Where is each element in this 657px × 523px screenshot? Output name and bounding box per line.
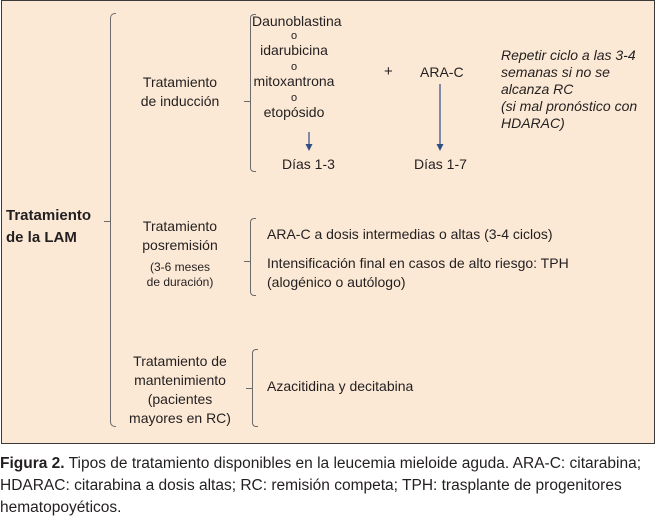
- ara-c-label: ARA-C: [420, 64, 464, 80]
- note-line4: (si mal pronóstico con: [501, 98, 638, 114]
- maint-brace-tick: [246, 388, 253, 389]
- post-sublabel-line2: de duración): [146, 275, 214, 289]
- root-brace-tick: [104, 221, 111, 222]
- note-line1: Repetir ciclo a las 3-4: [501, 47, 636, 63]
- induction-label-line2: de inducción: [140, 93, 220, 109]
- post-item-2-line1: Intensificación final en casos de alto riesgo: TPH: [267, 255, 569, 271]
- drug-or-2: o: [290, 61, 298, 73]
- post-brace: [250, 218, 256, 296]
- drug-etoposido: etopósido: [263, 104, 325, 120]
- figure-caption: [0, 453, 650, 519]
- drug-daunoblastina: Daunoblastina: [252, 13, 342, 29]
- caption-lead: Figura 2.: [0, 455, 65, 472]
- maint-label-line3: (pacientes: [147, 391, 213, 407]
- drug-idarubicina: idarubicina: [260, 42, 328, 58]
- post-label-line1: Tratamiento: [142, 218, 218, 234]
- diagram-panel: [1, 0, 655, 444]
- post-label-line2: posremisión: [142, 237, 218, 253]
- drug-or-1: o: [290, 30, 298, 42]
- arrow-left: [306, 132, 313, 151]
- maint-item: Azacitidina y decitabina: [267, 378, 414, 394]
- root-label-line1: Tratamiento: [6, 207, 92, 224]
- days-left: Días 1-3: [282, 156, 335, 172]
- root-brace: [110, 13, 116, 427]
- plus-sign: +: [384, 63, 393, 80]
- drug-or-3: o: [290, 92, 298, 104]
- maint-label-line2: mantenimiento: [134, 372, 226, 388]
- note-line3: alcanza RC: [501, 81, 574, 97]
- maint-label-line4: mayores en RC): [129, 410, 231, 426]
- arrow-right: [437, 84, 444, 151]
- induction-brace-tick: [244, 101, 251, 102]
- note-line5: HDARAC): [501, 115, 565, 131]
- drug-mitoxantrona: mitoxantrona: [253, 73, 335, 89]
- post-item-1: ARA-C a dosis intermedias o altas (3-4 ciclos): [267, 226, 553, 242]
- post-item-2-line2: (alogénico o autólogo): [267, 274, 406, 290]
- post-sublabel-line1: (3-6 meses: [149, 260, 211, 274]
- post-brace-tick: [244, 261, 251, 262]
- maint-label-line1: Tratamiento de: [133, 353, 227, 369]
- caption-text: Tipos de tratamiento disponibles en la leucemia mieloide aguda. ARA-C: citarabina; HDARAC: citarabina a dosis altas; RC: remisión competa; TPH: trasplante de progenitores hematopoyéticos.: [0, 455, 642, 516]
- root-label-line2: de la LAM: [6, 229, 77, 246]
- days-right: Días 1-7: [414, 156, 467, 172]
- induction-label-line1: Tratamiento: [142, 74, 218, 90]
- note-line2: semanas si no se: [501, 64, 610, 80]
